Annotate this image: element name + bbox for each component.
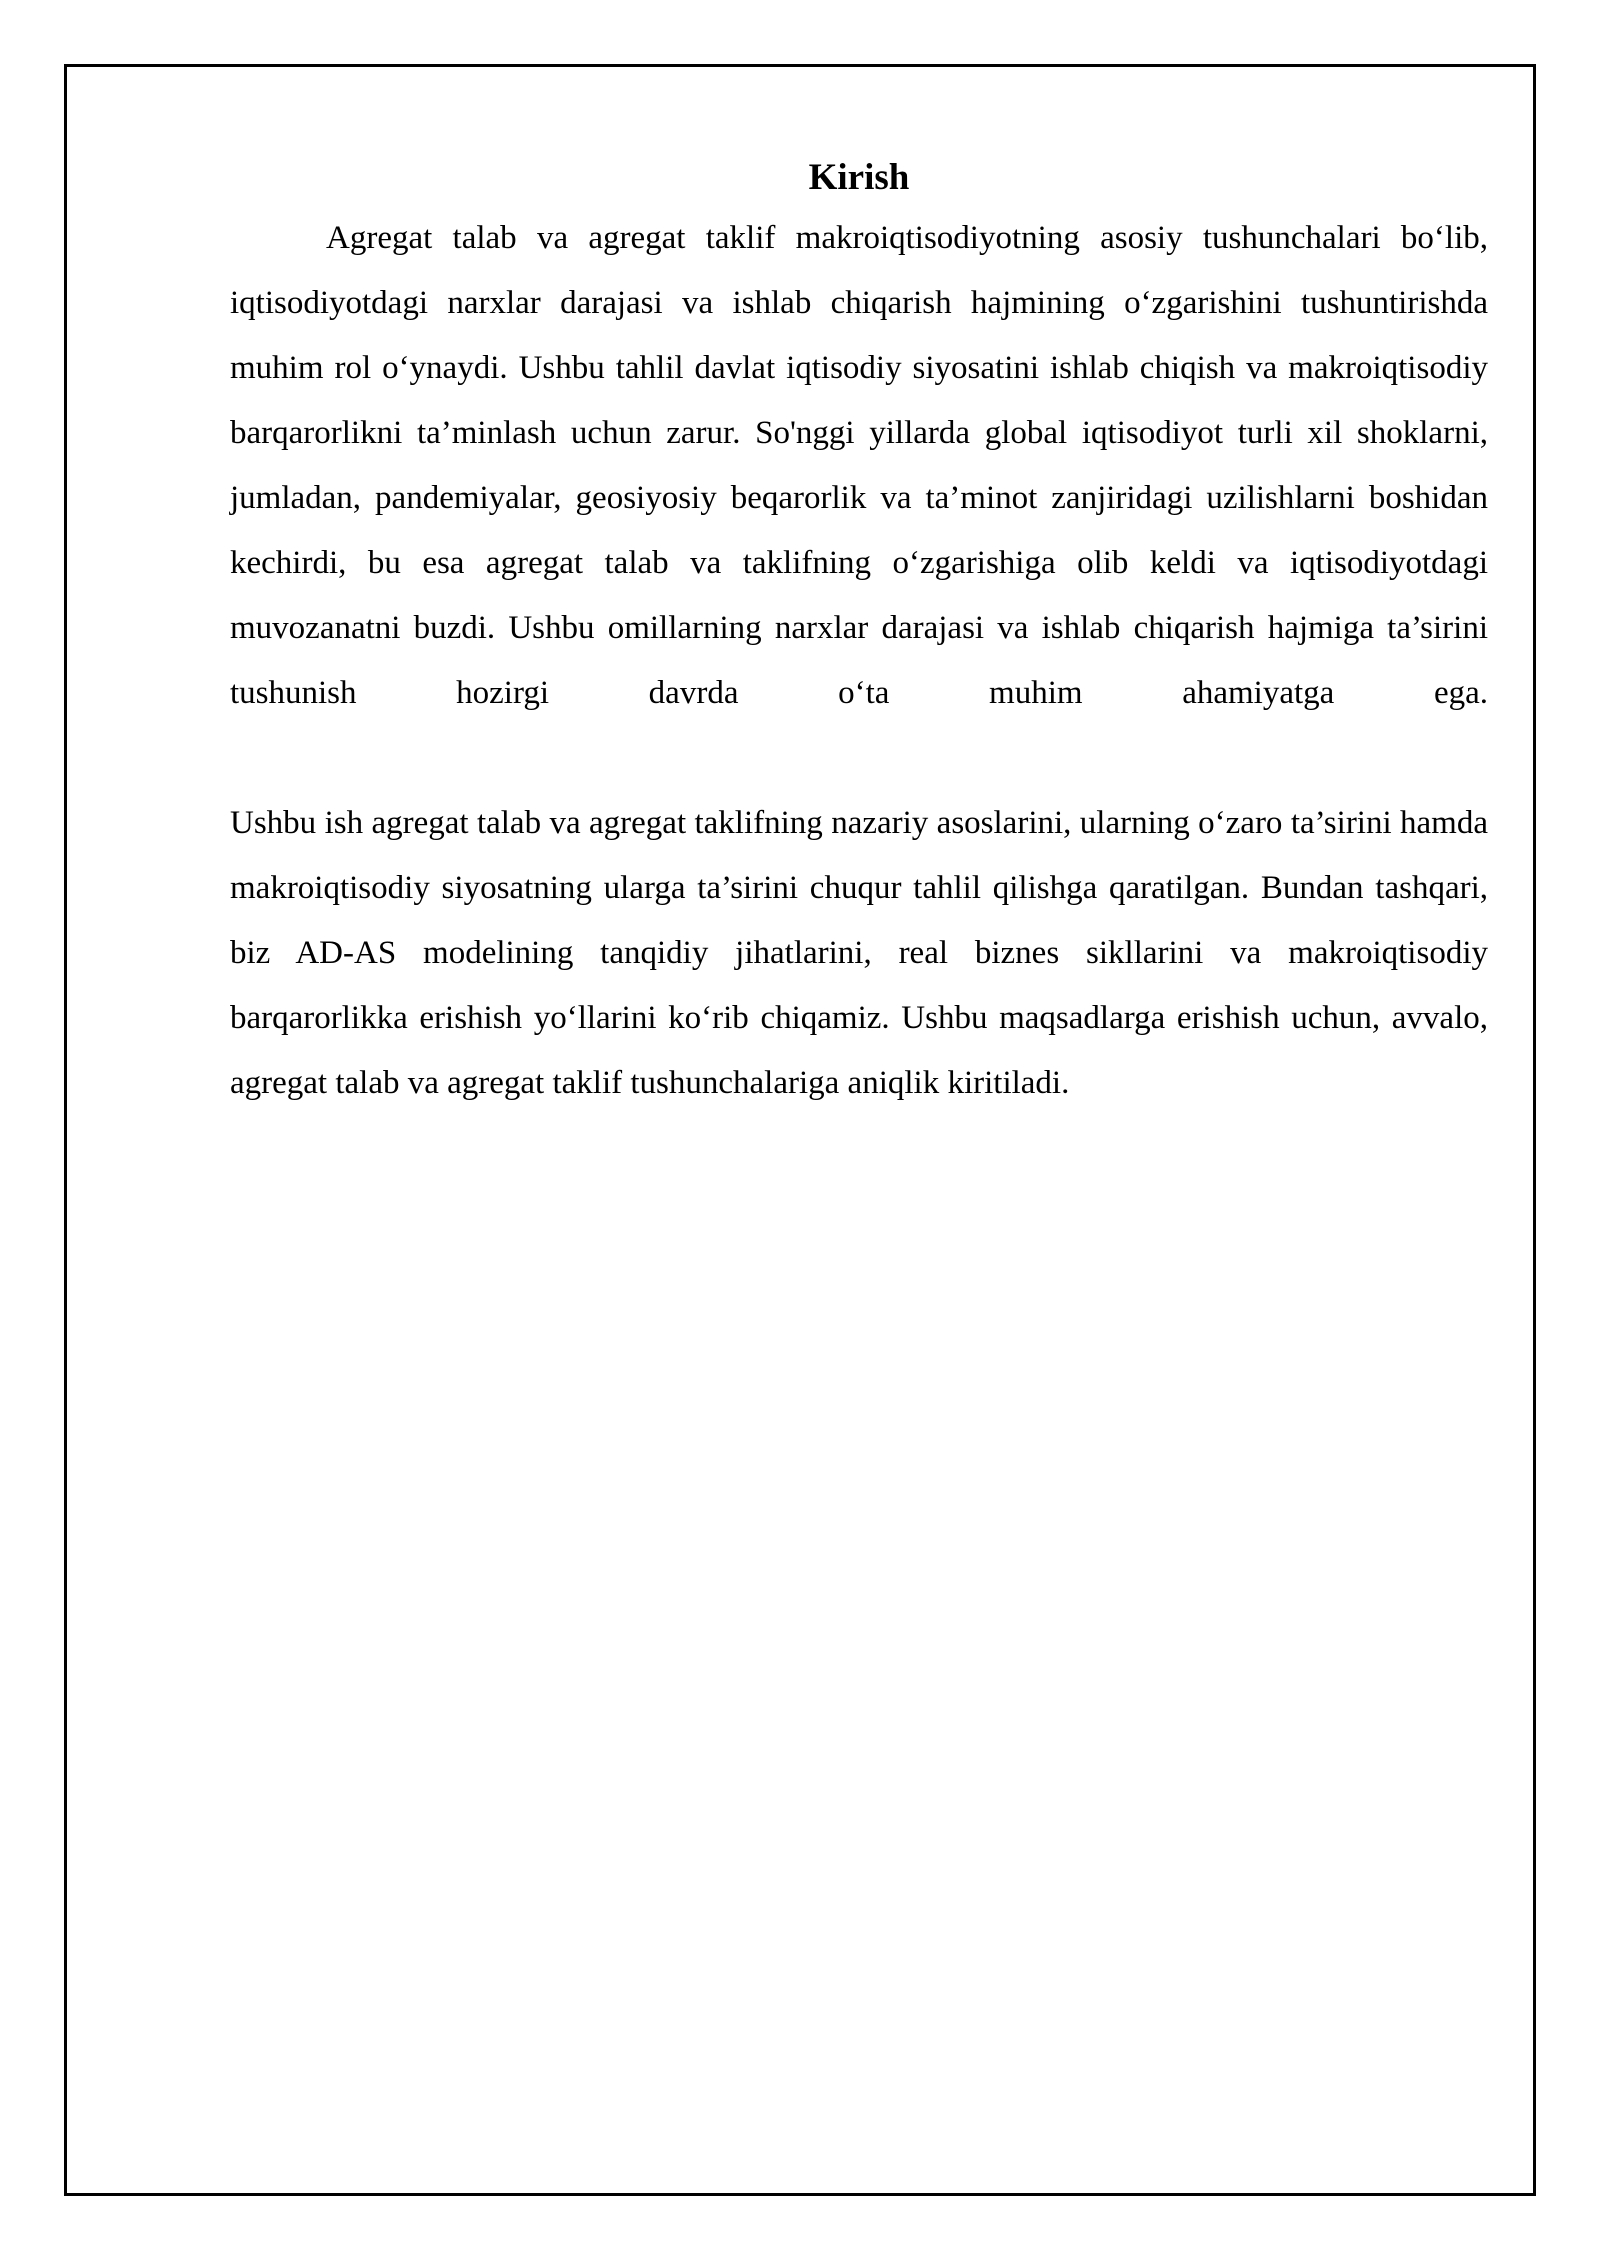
document-body <box>230 150 1488 1116</box>
paragraph-gap <box>230 726 1488 791</box>
paragraph-intro: Agregat talab va agregat taklif makroiqtisodiyotning asosiy tushunchalari bo‘lib, iqtisodiyotdagi narxlar darajasi va ishlab chiqarish hajmining o‘zgarishini tushuntirishda muhim rol o‘ynaydi. Ushbu tahlil davlat iqtisodiy siyosatini ishlab chiqish va makroiqtisodiy barqarorlikni ta’minlash uchun zarur. So'nggi yillarda global iqtisodiyot turli xil shoklarni, jumladan, pandemiyalar, geosiyosiy beqarorlik va ta’minot zanjiridagi uzilishlarni boshidan kechirdi, bu esa agregat talab va taklifning o‘zgarishiga olib keldi va iqtisodiyotdagi muvozanatni buzdi. Ushbu omillarning narxlar darajasi va ishlab chiqarish hajmiga ta’sirini tushunish hozirgi davrda o‘ta muhim ahamiyatga ega. <box>230 220 1488 711</box>
document-title: Kirish <box>808 157 910 198</box>
paragraph-goals: Ushbu ish agregat talab va agregat taklifning nazariy asoslarini, ularning o‘zaro ta’sirini hamda makroiqtisodiy siyosatning ularga ta’sirini chuqur tahlil qilishga qaratilgan. Bundan tashqari, biz AD-AS modelining tanqidiy jihatlarini, real biznes sikllarini va makroiqtisodiy barqarorlikka erishish yo‘llarini ko‘rib chiqamiz. Ushbu maqsadlarga erishish uchun, avvalo, agregat talab va agregat taklif tushunchalariga aniqlik kiritiladi. <box>230 805 1488 1101</box>
